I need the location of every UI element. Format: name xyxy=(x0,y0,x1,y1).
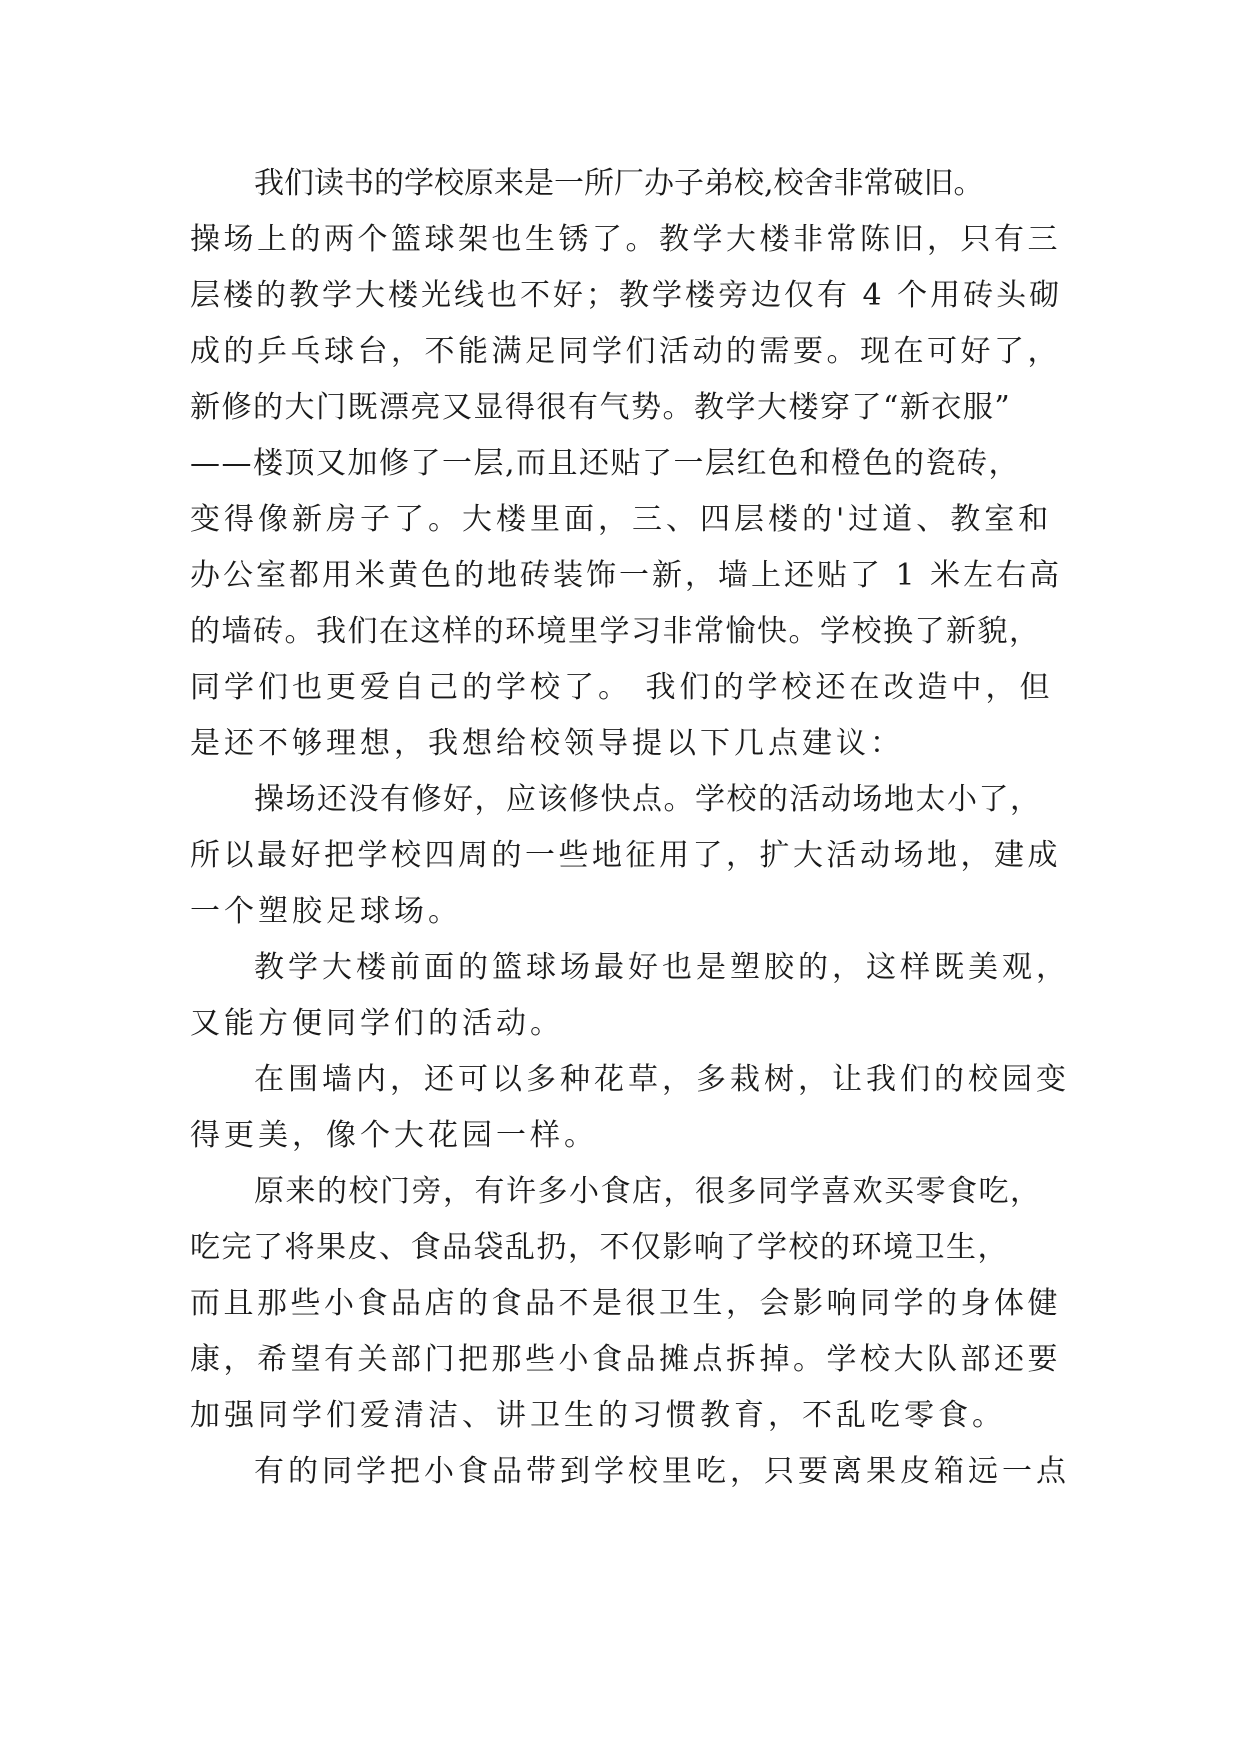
text-line: 得更美，像个大花园一样。 xyxy=(190,1118,598,1153)
text-line: 加强同学们爱清洁、讲卫生的习惯教育，不乱吃零食。 xyxy=(190,1398,1006,1433)
text-line: 新修的大门既漂亮又显得很有气势。教学大楼穿了“新衣服” xyxy=(190,390,1012,425)
text-line: 我们读书的学校原来是一所厂办子弟校,校舍非常破旧。 xyxy=(254,166,984,201)
text-line: 同学们也更爱自己的学校了。 我们的学校还在改造中，但 xyxy=(190,670,1054,705)
text-line: 所以最好把学校四周的一些地征用了，扩大活动场地，建成 xyxy=(190,838,1061,873)
text-line: ——楼顶又加修了一层,而且还贴了一层红色和橙色的瓷砖， xyxy=(190,446,1021,481)
text-line: 有的同学把小食品带到学校里吃，只要离果皮箱远一点 xyxy=(254,1454,1070,1489)
text-line: 操场还没有修好，应该修快点。学校的活动场地太小了， xyxy=(254,782,1042,817)
text-line: 是还不够理想，我想给校领导提以下几点建议： xyxy=(190,726,904,761)
text-line: 的墙砖。我们在这样的环境里学习非常愉快。学校换了新貌， xyxy=(190,614,1041,649)
text-line: 康，希望有关部门把那些小食品摊点拆掉。学校大队部还要 xyxy=(190,1342,1061,1377)
text-line: 变得像新房子了。大楼里面，三、四层楼的'过道、教室和 xyxy=(190,502,1053,537)
text-line: 吃完了将果皮、食品袋乱扔，不仅影响了学校的环境卫生， xyxy=(190,1230,1009,1265)
text-line: 一个塑胶足球场。 xyxy=(190,894,462,929)
text-line: 操场上的两个篮球架也生锈了。教学大楼非常陈旧，只有三 xyxy=(190,222,1061,257)
text-line: 层楼的教学大楼光线也不好；教学楼旁边仅有 4 个用砖头砌 xyxy=(190,278,1063,313)
text-line: 原来的校门旁，有许多小食店，很多同学喜欢买零食吃， xyxy=(254,1174,1042,1209)
text-line: 在围墙内，还可以多种花草，多栽树，让我们的校园变 xyxy=(254,1062,1070,1097)
text-line: 成的乒乓球台，不能满足同学们活动的需要。现在可好了， xyxy=(190,334,1061,369)
text-line: 教学大楼前面的篮球场最好也是塑胶的，这样既美观， xyxy=(254,950,1070,985)
text-line: 而且那些小食品店的食品不是很卫生，会影响同学的身体健 xyxy=(190,1286,1061,1321)
text-line: 办公室都用米黄色的地砖装饰一新，墙上还贴了 1 米左右高 xyxy=(190,558,1063,593)
text-line: 又能方便同学们的活动。 xyxy=(190,1006,564,1041)
